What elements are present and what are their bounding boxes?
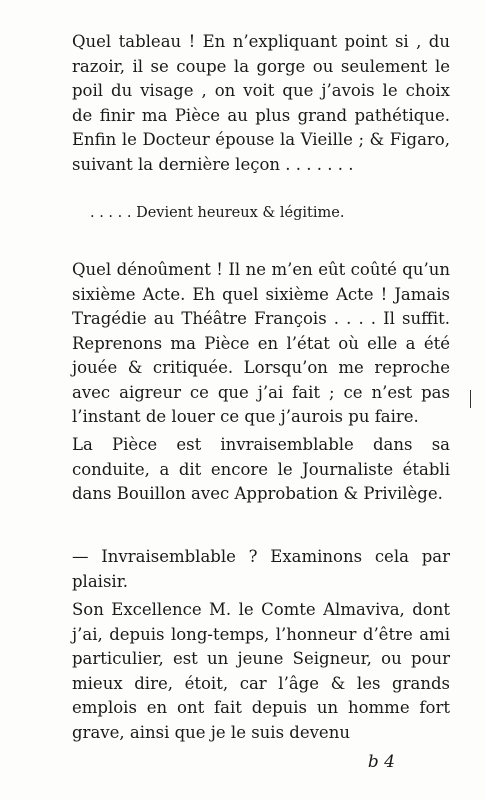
margin-mark [470,390,471,408]
paragraph-1: Quel tableau ! En n’expliquant point si , du razoir, il se coupe la gorge ou seulement le poil du visage , on voit que j’avois le choix de finir ma Pièce au plus grand pathétique. Enfin le Docteur épouse la Vieille ; & Figaro, suivant la dernière leçon . . . . . . . [72,32,450,174]
paragraph-6: Son Excellence M. le Comte Almaviva, dont j’ai, depuis long-temps, l’honneur d’être ami particulier, est un jeune Seigneur, ou pour mieux dire, étoit, car l’âge & les grands emplois en ont fait depuis un homme fort grave, ainsi que je le suis devenu [72,600,450,742]
paragraph-5: — Invraisemblable ? Examinons cela par plaisir. [72,547,450,591]
paragraph-4: La Pièce est invraisemblable dans sa conduite, a dit encore le Journaliste établi dans Bouillon avec Approbation & Privilège. [72,435,450,503]
paragraph-3: Quel dénoûment ! Il ne m’en eût coûté qu’un sixième Acte. Eh quel sixième Acte ! Jamais Tragédie au Théâtre François . . . . Il suffit. Reprenons ma Pièce en l’état où elle a été jouée & critiquée. Lorsqu’on me reproche avec aigreur ce que j’ai fait ; ce n’est pas l’instant de louer ce que j’aurois pu faire. [72,260,450,426]
signature-mark: b 4 [367,752,395,772]
paragraph-2-line: . . . . . Devient heureux & légitime. [90,205,345,221]
